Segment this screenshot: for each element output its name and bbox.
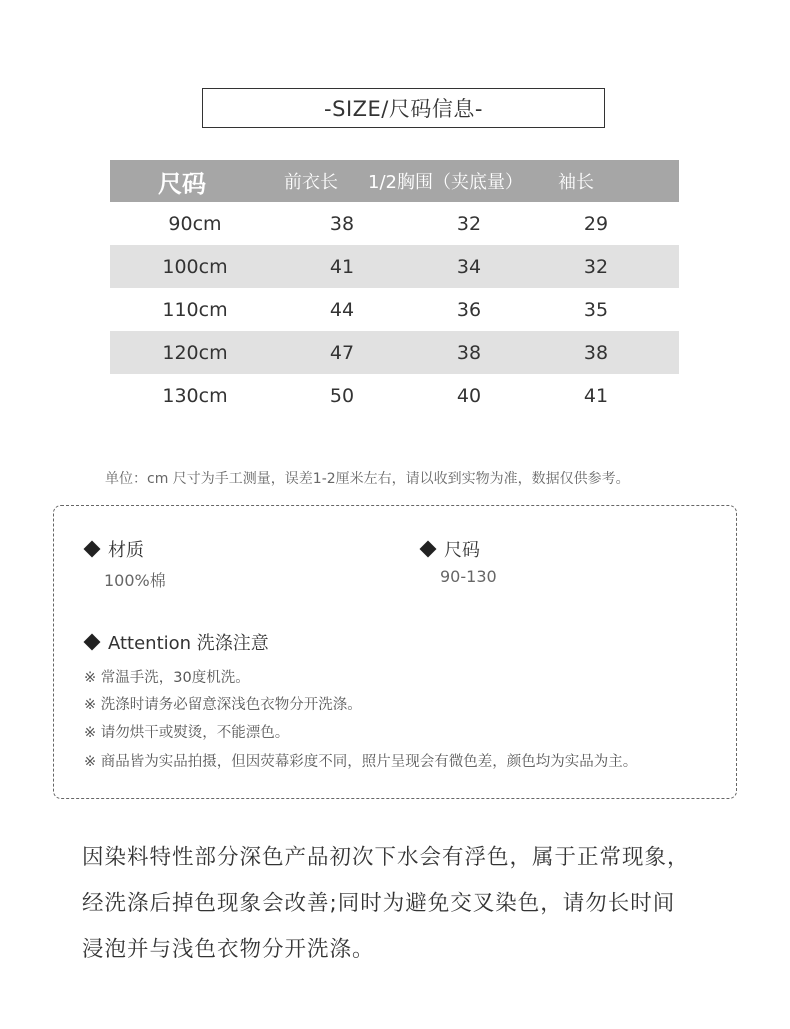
diamond-icon <box>84 634 101 651</box>
table-row <box>110 374 679 417</box>
cell-size: 100cm <box>162 255 228 278</box>
cell-sleeve-length: 41 <box>583 384 609 407</box>
care-note: ※ 常温手洗，30度机洗。 <box>84 670 250 686</box>
table-row <box>110 331 679 374</box>
size-table <box>110 160 679 417</box>
unit-note: 单位：cm 尺寸为手工测量，误差1-2厘米左右，请以收到实物为准，数据仅供参考。 <box>105 471 630 487</box>
material-heading <box>82 536 144 562</box>
care-note: ※ 请勿烘干或熨烫，不能漂色。 <box>84 725 290 741</box>
cell-sleeve-length: 35 <box>583 298 609 321</box>
header-half-chest: 1/2胸围（夹底量） <box>368 172 523 193</box>
care-note: ※ 商品皆为实品拍摄，但因荧幕彩度不同，照片呈现会有微色差，颜色均为实品为主。 <box>84 754 638 770</box>
cell-front-length: 38 <box>329 212 355 235</box>
care-note: ※ 洗涤时请务必留意深浅色衣物分开洗涤。 <box>84 697 362 713</box>
table-row <box>110 288 679 331</box>
cell-half-chest: 38 <box>456 341 482 364</box>
cell-size: 90cm <box>168 212 222 235</box>
header-sleeve-length: 袖长 <box>558 172 594 193</box>
cell-half-chest: 32 <box>456 212 482 235</box>
section-title: -SIZE/尺码信息- <box>202 88 605 128</box>
cell-front-length: 47 <box>329 341 355 364</box>
material-label: 材质 <box>108 540 144 561</box>
cell-size: 110cm <box>162 298 228 321</box>
cell-half-chest: 40 <box>456 384 482 407</box>
info-box <box>53 505 737 799</box>
table-header <box>110 160 679 202</box>
cell-sleeve-length: 38 <box>583 341 609 364</box>
size-heading <box>418 536 480 562</box>
cell-front-length: 41 <box>329 255 355 278</box>
cell-size: 130cm <box>162 384 228 407</box>
table-row <box>110 202 679 245</box>
cell-front-length: 50 <box>329 384 355 407</box>
cell-size: 120cm <box>162 341 228 364</box>
footer-line: 经洗涤后掉色现象会改善;同时为避免交叉染色，请勿长时间 <box>82 891 676 916</box>
size-label: 尺码 <box>444 540 480 561</box>
cell-sleeve-length: 29 <box>583 212 609 235</box>
attention-label: Attention 洗涤注意 <box>108 633 269 654</box>
cell-front-length: 44 <box>329 298 355 321</box>
size-range-value: 90-130 <box>440 567 497 586</box>
cell-half-chest: 34 <box>456 255 482 278</box>
diamond-icon <box>84 541 101 558</box>
cell-half-chest: 36 <box>456 298 482 321</box>
cell-sleeve-length: 32 <box>583 255 609 278</box>
header-front-length: 前衣长 <box>284 172 338 193</box>
table-row <box>110 245 679 288</box>
attention-heading <box>82 629 269 655</box>
material-value: 100%棉 <box>104 571 166 590</box>
footer-line: 因染料特性部分深色产品初次下水会有浮色，属于正常现象， <box>82 845 690 870</box>
footer-line: 浸泡并与浅色衣物分开洗涤。 <box>82 937 375 962</box>
diamond-icon <box>420 541 437 558</box>
header-size: 尺码 <box>158 169 206 198</box>
